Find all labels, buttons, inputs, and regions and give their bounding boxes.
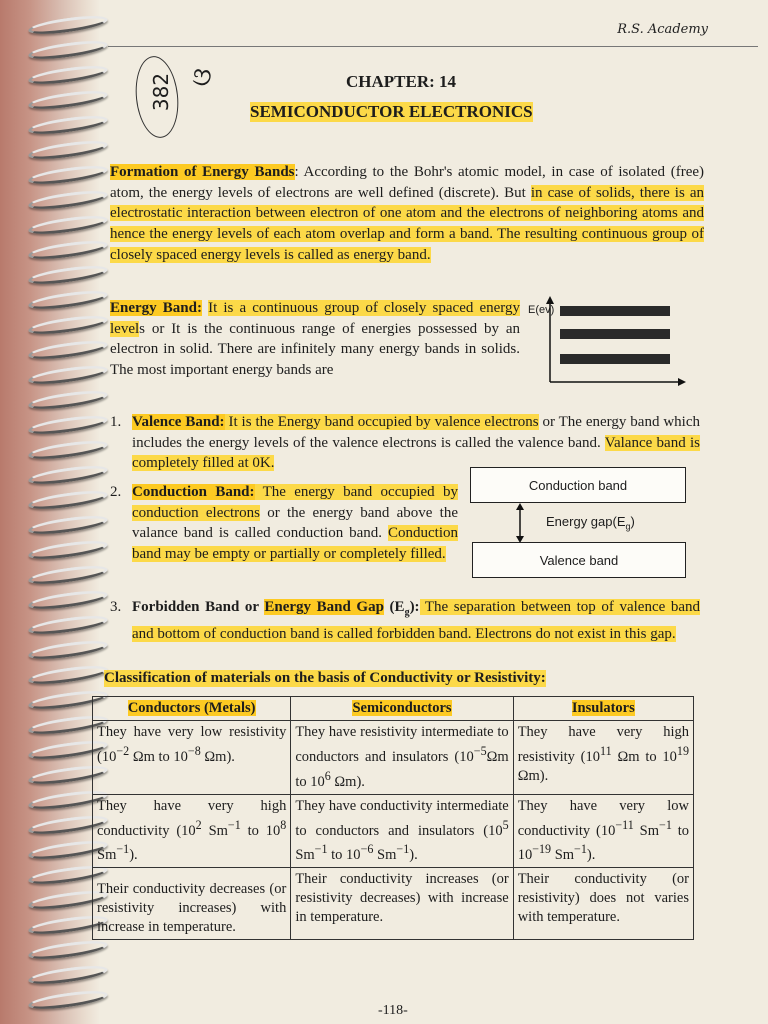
table-cell (93, 721, 291, 795)
cell-text: They have resistivity intermediate to conductors and insulators (10 (295, 724, 509, 765)
forbidden-paragraph (110, 597, 700, 644)
table-row (93, 721, 694, 795)
cell-sup: −1 (574, 842, 587, 857)
forbidden-label-sub: g (404, 607, 410, 618)
cell-sup: −2 (116, 744, 130, 758)
page-number: -118- (378, 1003, 408, 1018)
chapter-number: CHAPTER: 14 (346, 72, 457, 91)
formation-text-2: in case of solids, there is an electrostatic interaction between electron of one atom and the electrons of neighboring atoms and hence the energy levels of each atom overlap and form a band. The resulting continuous group of closely spaced energy levels is called as energy band. (110, 184, 705, 263)
cell-text: Sm (551, 847, 575, 864)
notebook-page (96, 0, 768, 1024)
cell-text: Sm (373, 847, 397, 864)
cell-text: ). (129, 847, 138, 864)
cell-sup: −19 (532, 842, 552, 857)
energy-gap-text: Energy gap(E (546, 514, 626, 529)
table-row (93, 868, 694, 940)
table-cell (291, 868, 513, 940)
cell-sup: −1 (659, 817, 672, 832)
conduction-label: Conduction Band: (132, 484, 255, 500)
cell-text: They have very low conductivity (10 (517, 797, 689, 839)
cell-text: Sm (633, 822, 660, 839)
valence-text-1: It is the Energy band occupied by valence electrons (224, 414, 539, 430)
cell-text: Their conductivity (or resistivity) does not varies with temperature. (517, 871, 689, 926)
conduction-text-2: or the energy band above the valance band is called conduction band. (132, 504, 458, 542)
cell-text: They have very high resistivity (10 (517, 724, 689, 765)
formation-paragraph (110, 162, 704, 266)
cell-text: They have very low resistivity (10 (97, 724, 287, 765)
cell-text: ). (409, 847, 418, 864)
cell-text: ). (586, 847, 596, 864)
table-cell (93, 794, 291, 868)
formation-label: Formation of Energy Bands (110, 164, 295, 180)
conduction-text-1: The energy band occupied by conduction electrons (132, 484, 458, 521)
cell-sup: −1 (396, 842, 410, 857)
header-rule (108, 46, 758, 47)
table-cell (513, 794, 693, 868)
conduction-paragraph (110, 482, 458, 565)
energy-gap-diagram (508, 502, 684, 544)
cell-text: Ωm). (200, 748, 235, 765)
cell-text: Ωm to 10 (295, 748, 509, 790)
cell-sup: −5 (473, 744, 487, 758)
cell-sup: −11 (615, 817, 634, 832)
cell-text: Ωm to 10 (129, 748, 188, 765)
energy-band-graph (520, 296, 688, 388)
column-semiconductors: Semiconductors (352, 700, 452, 716)
valence-text-2: or The energy band which includes the energy levels of the valence electrons is called the valence band. (132, 414, 701, 451)
cell-text: Their conductivity increases (or resistivity decreases) with increase in temperature. (295, 871, 509, 926)
handwritten-squiggle: ଓ (186, 65, 219, 89)
cell-text: to 10 (240, 822, 281, 839)
energy-band-text-1: It is a continuous group of closely spaced energy level (110, 300, 521, 337)
forbidden-label-2: Energy Band Gap (264, 599, 384, 615)
energy-band-text-2: s or It is the continuous range of energies possessed by an electron in solid. There are infinitely many energy bands in solids. The most important energy bands are (110, 320, 520, 379)
forbidden-number: 3. (110, 599, 122, 615)
cell-text: Sm (97, 847, 117, 864)
energy-band-axes (520, 296, 688, 388)
table-row (93, 794, 694, 868)
cell-sup: 6 (324, 768, 331, 783)
table-header-row (93, 697, 694, 721)
cell-sup: −1 (116, 842, 130, 857)
table-cell (93, 868, 291, 940)
cell-sup: 11 (600, 744, 612, 758)
table-cell (291, 794, 513, 868)
column-insulators: Insulators (571, 700, 635, 716)
valence-band-box: Valence band (472, 542, 686, 578)
cell-text: They have very high conductivity (10 (97, 797, 287, 839)
energy-band-paragraph (110, 298, 520, 381)
cell-sup: 2 (195, 817, 202, 832)
forbidden-label-1: Forbidden Band or (132, 599, 265, 615)
cell-sup: −1 (227, 817, 241, 832)
cell-sup: −6 (360, 842, 374, 857)
table-header-cell (291, 697, 513, 721)
valence-number: 1. (110, 414, 122, 430)
cell-text: Sm (295, 847, 315, 864)
conduction-band-box: Conduction band (470, 467, 686, 503)
classification-table (92, 696, 694, 940)
cell-text: Their conductivity decreases (or resistivity increases) with increase in temperature. (97, 881, 287, 936)
cell-sup: −8 (187, 744, 201, 758)
valence-label: Valence Band: (132, 414, 225, 430)
forbidden-label-3: (E (383, 599, 405, 615)
forbidden-label-4: ): (409, 599, 420, 615)
table-cell (513, 868, 693, 940)
conduction-text-3: Conduction band may be empty or partially or completely filled. (132, 525, 458, 563)
valence-paragraph (110, 412, 700, 474)
cell-text: Ωm). (330, 773, 365, 790)
cell-text: Ωm to 10 (611, 748, 677, 765)
cell-text: to 10 (327, 847, 361, 864)
table-cell (513, 721, 693, 795)
cell-text: They have conductivity intermediate to conductors and insulators (10 (295, 797, 509, 839)
forbidden-text: The separation between top of valence band and bottom of conduction band is called forbidden band. Electrons do not exist in this gap. (132, 599, 701, 642)
valence-text-3: Valance band is completely filled at 0K. (132, 434, 700, 472)
table-header-cell (93, 697, 291, 721)
energy-axis-label: E(ev) (528, 304, 555, 316)
cell-text: Ωm). (517, 767, 549, 784)
table-header-cell (513, 697, 693, 721)
handwritten-number: 382 (149, 72, 174, 112)
cell-sup: −1 (314, 842, 328, 857)
chapter-title: SEMICONDUCTOR ELECTRONICS (250, 102, 533, 121)
cell-text: Sm (201, 822, 228, 839)
energy-gap-label (546, 514, 635, 532)
table-cell (291, 721, 513, 795)
cell-sup: 5 (502, 817, 509, 832)
double-arrow-icon (510, 502, 530, 544)
cell-sup: 19 (676, 744, 689, 758)
cell-text: to 10 (517, 822, 690, 864)
cell-sup: 8 (280, 817, 287, 832)
formation-text-1: : According to the Bohr's atomic model, in case of isolated (free) atom, the energy levels of electrons are well defined (discrete). But (110, 164, 705, 201)
classification-heading: Classification of materials on the basis of Conductivity or Resistivity: (104, 670, 546, 686)
column-conductors: Conductors (Metals) (127, 700, 256, 716)
energy-gap-subscript: g (625, 521, 631, 532)
energy-band-label: Energy Band: (110, 300, 202, 316)
conduction-number: 2. (110, 484, 122, 500)
academy-watermark: R.S. Academy (617, 22, 708, 37)
energy-gap-close: ) (630, 514, 635, 529)
